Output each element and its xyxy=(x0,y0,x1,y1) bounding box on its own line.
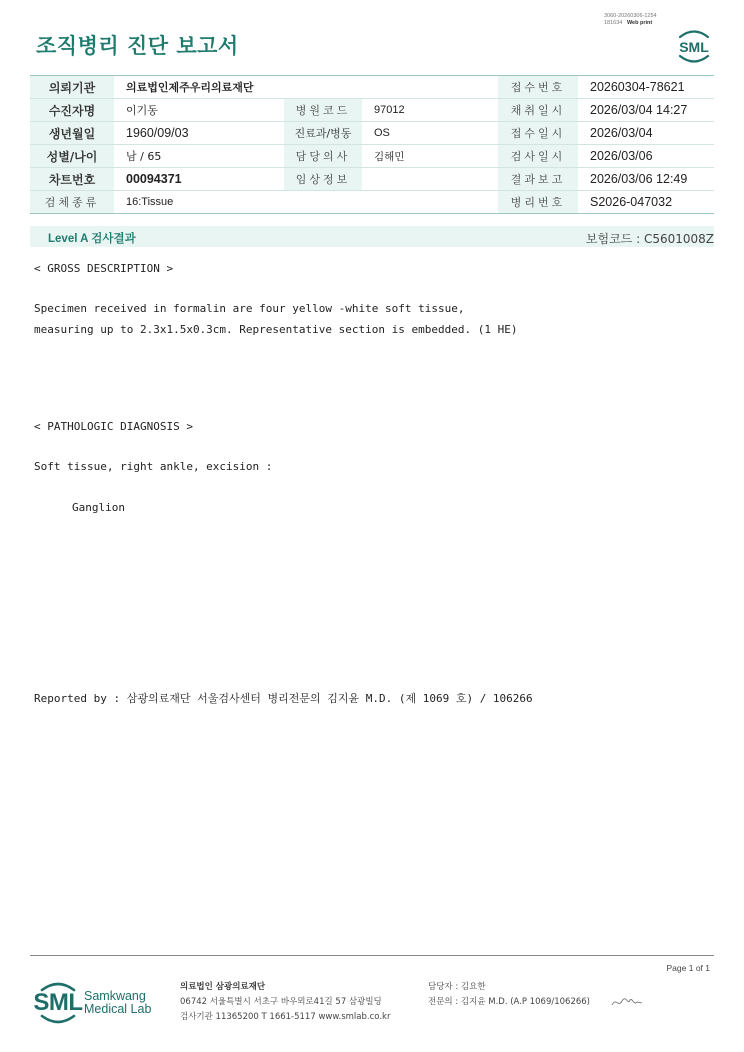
result-report-label: 결과보고 xyxy=(498,168,578,191)
receipt-number-label: 접수번호 xyxy=(498,76,578,99)
responsible-person: 담당자 : 김요한 xyxy=(428,982,486,992)
requesting-institution-label: 의뢰기관 xyxy=(30,76,114,99)
level-label: Level A 검사결과 xyxy=(48,233,136,245)
clinical-info-value xyxy=(362,168,498,191)
sex-age-label: 성별/나이 xyxy=(30,145,114,168)
sml-logo-text: SML xyxy=(679,39,709,55)
sml-logo-text: SML xyxy=(33,989,83,1016)
diagnosis-result: Ganglion xyxy=(72,501,125,514)
info-row xyxy=(30,168,714,191)
doctor-value: 김해민 xyxy=(362,145,498,168)
patient-name-value: 이기동 xyxy=(114,99,284,122)
department-label: 진료과/병동 xyxy=(284,122,362,145)
info-row xyxy=(30,122,714,145)
brand-line2: Medical Lab xyxy=(84,1002,152,1016)
signature-icon xyxy=(610,994,644,1010)
info-row xyxy=(30,145,714,168)
gross-description-line: Specimen received in formalin are four yellow -white soft tissue, xyxy=(34,302,465,315)
sml-logo-icon xyxy=(674,27,714,65)
specimen-type-value: 16:Tissue xyxy=(126,196,174,208)
web-print-label: Web print xyxy=(626,20,653,26)
birth-date-value: 1960/09/03 xyxy=(114,122,284,145)
diagnosis-site: Soft tissue, right ankle, excision : xyxy=(34,460,273,473)
hospital-code-label: 병원코드 xyxy=(284,99,362,122)
receipt-date-value: 2026/03/04 xyxy=(578,122,714,145)
patient-info-table xyxy=(30,75,714,214)
print-code-number: 181634 xyxy=(604,20,623,26)
insurance-code: 보험코드 : C5601008Z xyxy=(585,232,714,246)
hospital-code-value: 97012 xyxy=(362,99,498,122)
department-value: OS xyxy=(362,122,498,145)
reported-by: Reported by : 삼광의료재단 서울검사센터 병리전문의 김지윤 M.D. (제 1069 호) / 106266 xyxy=(34,692,533,705)
receipt-number-value: 20260304-78621 xyxy=(578,76,714,99)
print-code-line1: 3060-20260306-1254 xyxy=(604,13,657,19)
specimen-type-label: 검체종류 xyxy=(30,191,114,214)
gross-description-heading: < GROSS DESCRIPTION > xyxy=(34,262,174,275)
info-row xyxy=(30,76,714,99)
chart-number-label: 차트번호 xyxy=(30,168,114,191)
pathologic-diagnosis-heading: < PATHOLOGIC DIAGNOSIS > xyxy=(34,420,193,433)
signature xyxy=(610,994,644,1014)
doctor-label: 담당의사 xyxy=(284,145,362,168)
report-title: 조직병리 진단 보고서 xyxy=(36,34,239,58)
test-date-value: 2026/03/06 xyxy=(578,145,714,168)
sex-age-value: 남 / 65 xyxy=(114,145,284,168)
institution-contact: 검사기관 11365200 T 1661-5117 www.smlab.co.kr xyxy=(180,1012,391,1022)
brand-name xyxy=(84,990,151,1016)
collection-datetime-value: 2026/03/04 14:27 xyxy=(578,99,714,122)
institution-name: 의료법인 삼광의료재단 xyxy=(180,982,266,992)
specialist: 전문의 : 김지윤 M.D. (A.P 1069/106266) xyxy=(428,997,590,1007)
print-code-line2 xyxy=(604,20,657,27)
print-code xyxy=(604,13,657,27)
pathology-number-value: S2026-047032 xyxy=(590,195,673,209)
birth-date-label: 생년월일 xyxy=(30,122,114,145)
sml-logo-top xyxy=(674,27,714,65)
info-row xyxy=(30,99,714,122)
patient-name-label: 수진자명 xyxy=(30,99,114,122)
collection-datetime-label: 채취일시 xyxy=(498,99,578,122)
chart-number-value: 00094371 xyxy=(114,168,284,191)
test-date-label: 검사일시 xyxy=(498,145,578,168)
brand-line1: Samkwang xyxy=(84,989,146,1003)
requesting-institution-value: 의료법인제주우리의료재단 xyxy=(114,76,498,99)
clinical-info-label: 임상정보 xyxy=(284,168,362,191)
sml-logo-bottom xyxy=(33,980,83,1030)
result-report-value: 2026/03/06 12:49 xyxy=(578,168,714,191)
gross-description-line: measuring up to 2.3x1.5x0.3cm. Representative section is embedded. (1 HE) xyxy=(34,323,518,336)
receipt-date-label: 접수일시 xyxy=(498,122,578,145)
footer-divider xyxy=(30,955,714,956)
pathology-number-label: 병리번호 xyxy=(498,191,578,214)
page-number: Page 1 of 1 xyxy=(666,963,710,973)
sml-logo-icon xyxy=(33,980,83,1026)
institution-address: 06742 서울특별시 서초구 바우뫼로41길 57 삼광빌딩 xyxy=(180,997,382,1007)
info-row xyxy=(30,191,714,214)
